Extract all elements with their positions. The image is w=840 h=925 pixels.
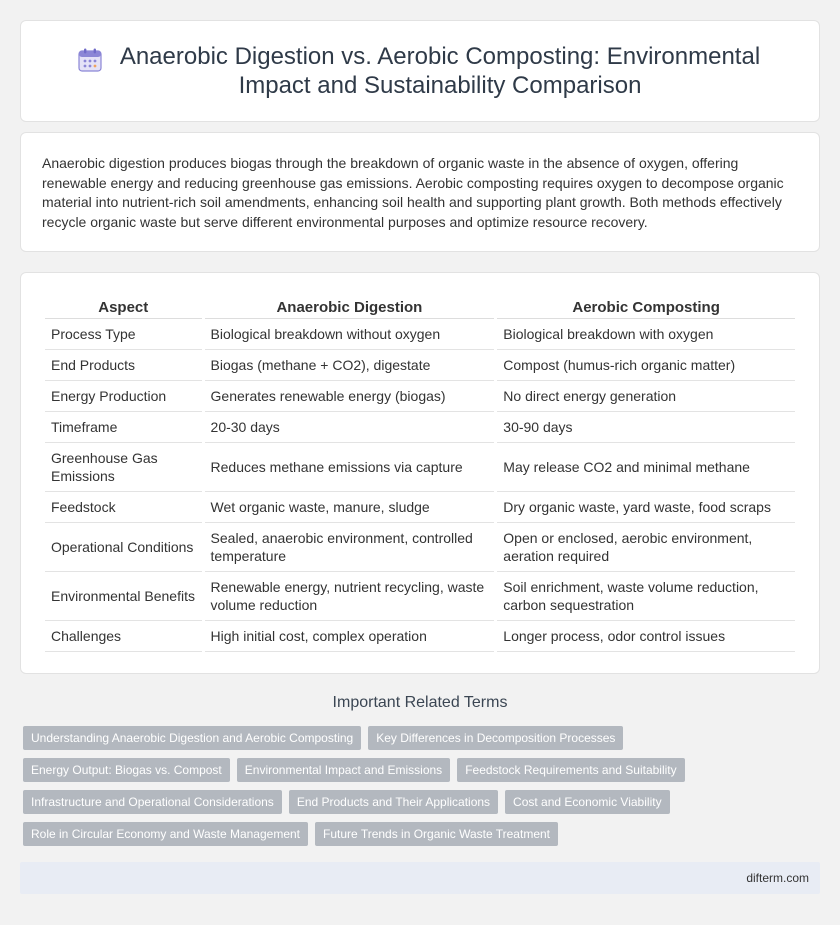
cell-aspect: End Products <box>45 350 202 381</box>
cell-aerobic: Longer process, odor control issues <box>497 621 795 652</box>
cell-aerobic: Biological breakdown with oxygen <box>497 319 795 350</box>
related-term-tag[interactable]: Role in Circular Economy and Waste Management <box>23 822 308 846</box>
header-aspect: Aspect <box>45 297 202 319</box>
related-term-tag[interactable]: Environmental Impact and Emissions <box>237 758 450 782</box>
cell-aspect: Feedstock <box>45 492 202 523</box>
related-term-tag[interactable]: Future Trends in Organic Waste Treatment <box>315 822 558 846</box>
cell-anaerobic: Renewable energy, nutrient recycling, waste volume reduction <box>205 572 495 621</box>
cell-anaerobic: Biological breakdown without oxygen <box>205 319 495 350</box>
table-row <box>45 621 795 652</box>
cell-anaerobic: Reduces methane emissions via capture <box>205 443 495 492</box>
cell-aspect: Operational Conditions <box>45 523 202 572</box>
table-header-row <box>45 297 795 319</box>
cell-anaerobic: Generates renewable energy (biogas) <box>205 381 495 412</box>
cell-aspect: Process Type <box>45 319 202 350</box>
cell-aerobic: No direct energy generation <box>497 381 795 412</box>
related-term-tag[interactable]: End Products and Their Applications <box>289 790 498 814</box>
table-row <box>45 381 795 412</box>
related-term-tag[interactable]: Infrastructure and Operational Considerations <box>23 790 282 814</box>
cell-aerobic: May release CO2 and minimal methane <box>497 443 795 492</box>
cell-anaerobic: High initial cost, complex operation <box>205 621 495 652</box>
related-terms-list <box>23 726 823 854</box>
cell-aspect: Energy Production <box>45 381 202 412</box>
cell-anaerobic: Wet organic waste, manure, sludge <box>205 492 495 523</box>
cell-aerobic: Open or enclosed, aerobic environment, aeration required <box>497 523 795 572</box>
intro-card <box>20 132 820 252</box>
related-term-tag[interactable]: Understanding Anaerobic Digestion and Aerobic Composting <box>23 726 361 750</box>
cell-aerobic: 30-90 days <box>497 412 795 443</box>
footer-site-link[interactable]: difterm.com <box>746 871 809 885</box>
related-term-tag[interactable]: Cost and Economic Viability <box>505 790 670 814</box>
cell-anaerobic: Sealed, anaerobic environment, controlled temperature <box>205 523 495 572</box>
cell-aerobic: Compost (humus-rich organic matter) <box>497 350 795 381</box>
table-row <box>45 412 795 443</box>
cell-aerobic: Dry organic waste, yard waste, food scraps <box>497 492 795 523</box>
cell-aspect: Timeframe <box>45 412 202 443</box>
cell-anaerobic: 20-30 days <box>205 412 495 443</box>
related-term-tag[interactable]: Key Differences in Decomposition Processes <box>368 726 623 750</box>
comparison-table <box>42 297 798 652</box>
table-row <box>45 350 795 381</box>
table-row <box>45 443 795 492</box>
related-term-tag[interactable]: Feedstock Requirements and Suitability <box>457 758 684 782</box>
table-row <box>45 319 795 350</box>
header-anaerobic-digestion: Anaerobic Digestion <box>205 297 495 319</box>
table-row <box>45 492 795 523</box>
related-terms-title: Important Related Terms <box>332 694 508 711</box>
page-title: Anaerobic Digestion vs. Aerobic Composting: Environmental Impact and Sustainability Comparison <box>119 43 761 99</box>
related-term-tag[interactable]: Energy Output: Biogas vs. Compost <box>23 758 230 782</box>
cell-anaerobic: Biogas (methane + CO2), digestate <box>205 350 495 381</box>
intro-paragraph: Anaerobic digestion produces biogas through the breakdown of organic waste in the absence of oxygen, offering renewable energy and reducing greenhouse gas emissions. Aerobic composting requires oxygen to decompose organic material into nutrient-rich soil amendments, enhancing soil health and supporting plant growth. Both methods effectively recycle organic waste but serve different environmental purposes and optimize resource recovery. <box>42 155 784 230</box>
title-card <box>20 20 820 122</box>
footer <box>20 862 820 894</box>
cell-aspect: Greenhouse Gas Emissions <box>45 443 202 492</box>
cell-aerobic: Soil enrichment, waste volume reduction, carbon sequestration <box>497 572 795 621</box>
table-row <box>45 572 795 621</box>
cell-aspect: Challenges <box>45 621 202 652</box>
comparison-card <box>20 272 820 674</box>
cell-aspect: Environmental Benefits <box>45 572 202 621</box>
table-row <box>45 523 795 572</box>
header-aerobic-composting: Aerobic Composting <box>497 297 795 319</box>
